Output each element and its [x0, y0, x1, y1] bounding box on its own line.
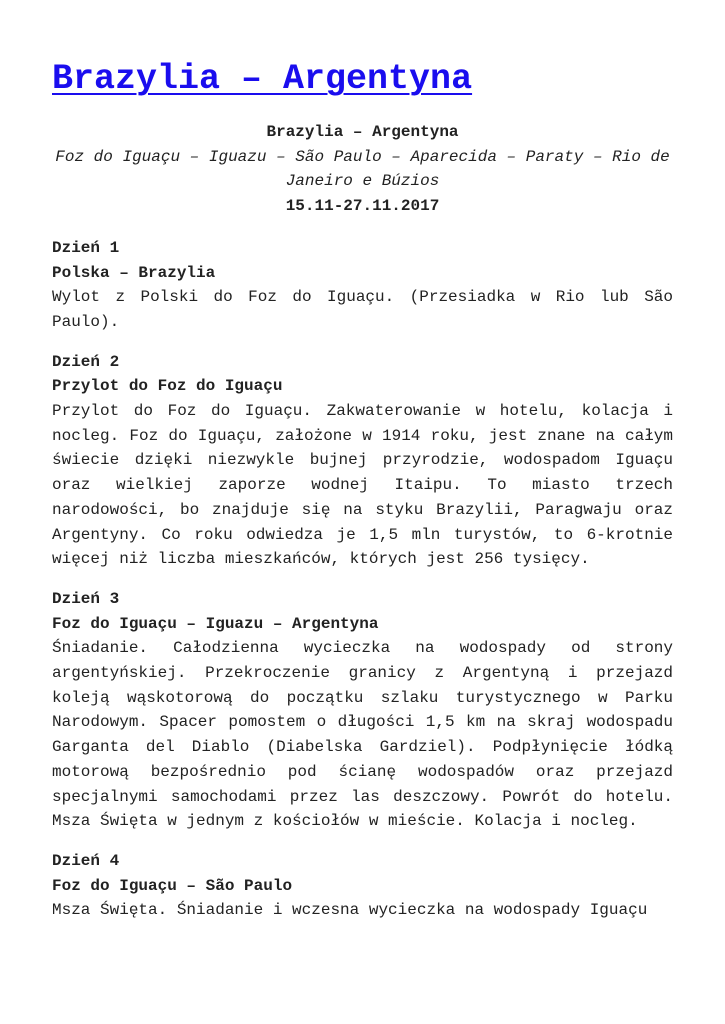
day-label: Dzień 3 — [52, 589, 120, 608]
day-heading: Polska – Brazylia — [52, 263, 216, 282]
day-section — [52, 849, 673, 923]
day-heading: Foz do Iguaçu – Iguazu – Argentyna — [52, 614, 379, 633]
day-section — [52, 236, 673, 335]
trip-subtitle: Brazylia – Argentyna — [266, 123, 459, 141]
page-title-link[interactable]: Brazylia – Argentyna — [52, 59, 473, 99]
trip-route: Foz do Iguaçu – Iguazu – São Paulo – Aparecida – Paraty – Rio de Janeiro e Búzios — [55, 147, 670, 191]
day-body: Wylot z Polski do Foz do Iguaçu. (Przesiadka w Rio lub São Paulo). — [52, 288, 673, 331]
document-page — [52, 58, 673, 923]
day-heading: Foz do Iguaçu – São Paulo — [52, 876, 293, 895]
day-heading: Przylot do Foz do Iguaçu — [52, 377, 283, 396]
day-section — [52, 350, 673, 572]
trip-summary — [52, 120, 673, 219]
day-body: Śniadanie. Całodzienna wycieczka na wodospady od strony argentyńskiej. Przekroczenie granicy z Argentyną i przejazd koleją wąskotorową do początku szlaku turystycznego w Parku Narodowym. Spacer pomostem o długości 1,5 km na skraj wodospadu Garganta del Diablo (Diabelska Gardziel). Podpłynięcie łódką motorową bezpośrednio pod ścianę wodospadów oraz przejazd specjalnymi samochodami przez las deszczowy. Powrót do hotelu. Msza Święta w jednym z kościołów w mieście. Kolacja i nocleg. — [52, 639, 673, 831]
day-body: Msza Święta. Śniadanie i wczesna wycieczka na wodospady Iguaçu — [52, 901, 648, 920]
trip-dates: 15.11-27.11.2017 — [285, 197, 440, 216]
day-label: Dzień 1 — [52, 238, 120, 257]
day-section — [52, 587, 673, 834]
day-label: Dzień 2 — [52, 352, 120, 371]
day-body: Przylot do Foz do Iguaçu. Zakwaterowanie w hotelu, kolacja i nocleg. Foz do Iguaçu, założone w 1914 roku, jest znane na całym świecie dzięki niezwykle bujnej przyrodzie, wodospadom Iguaçu oraz wielkiej zaporze wodnej Itaipu. To miasto trzech narodowości, bo znajduje się na styku Brazylii, Paragwaju oraz Argentyny. Co roku odwiedza je 1,5 mln turystów, to 6-krotnie więcej niż liczba mieszkańców, których jest 256 tysięcy. — [52, 402, 673, 569]
day-label: Dzień 4 — [52, 851, 120, 870]
